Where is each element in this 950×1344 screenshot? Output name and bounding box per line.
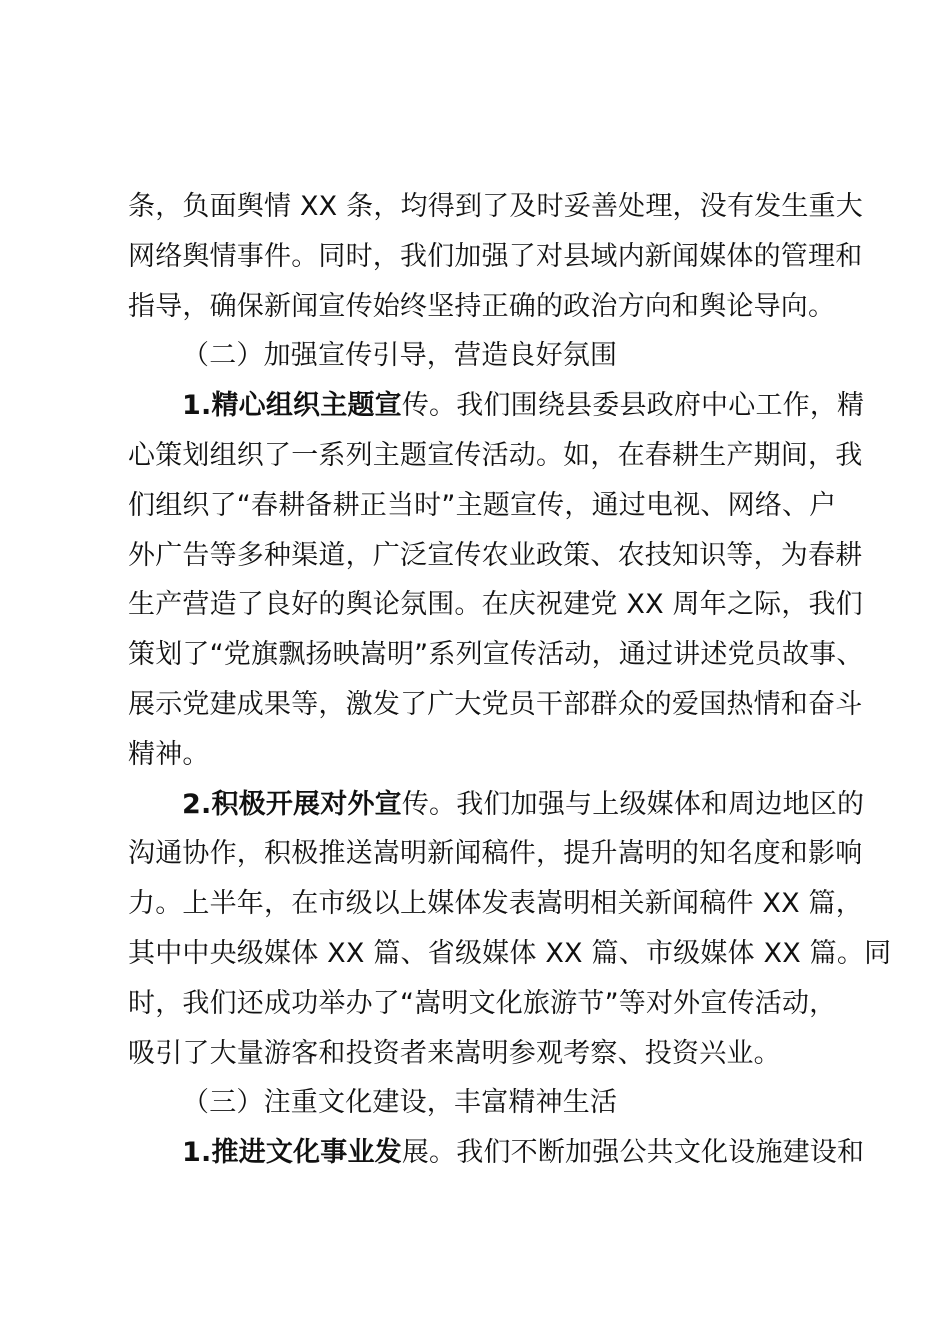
paragraph-line: 心策划组织了一系列主题宣传活动。如，在春耕生产期间，我 <box>128 439 863 471</box>
paragraph-line: 外广告等多种渠道，广泛宣传农业政策、农技知识等，为春耕 <box>128 539 863 571</box>
paragraph-line <box>128 381 865 431</box>
paragraph-line: 展示党建成果等，激发了广大党员干部群众的爱国热情和奋斗 <box>128 688 863 720</box>
paragraph-line: 网络舆情事件。同时，我们加强了对县域内新闻媒体的管理和 <box>128 240 863 272</box>
paragraph-line <box>128 1128 865 1178</box>
paragraph-text: 展。我们不断加强公共文化设施建设和 <box>401 1137 865 1169</box>
paragraph-line: 精神。 <box>128 738 210 770</box>
item-heading: 2.积极开展对外宣 <box>182 788 402 820</box>
paragraph-line: 沟通协作，积极推送嵩明新闻稿件，提升嵩明的知名度和影响 <box>128 838 863 870</box>
section-heading: （三）注重文化建设，丰富精神生活 <box>182 1087 618 1119</box>
document-body <box>128 182 892 1178</box>
item-heading: 1.精心组织主题宣 <box>182 390 402 422</box>
paragraph-line: 时，我们还成功举办了“嵩明文化旅游节”等对外宣传活动， <box>128 987 837 1019</box>
paragraph-line: 生产营造了良好的舆论氛围。在庆祝建党 XX 周年之际，我们 <box>128 589 863 621</box>
paragraph-line: 策划了“党旗飘扬映嵩明”系列宣传活动，通过讲述党员故事、 <box>128 639 864 671</box>
paragraph-line: 条，负面舆情 XX 条，均得到了及时妥善处理，没有发生重大 <box>128 191 863 222</box>
section-heading: （二）加强宣传引导，营造良好氛围 <box>182 340 618 372</box>
paragraph-line: 力。上半年，在市级以上媒体发表嵩明相关新闻稿件 XX 篇， <box>128 888 863 920</box>
paragraph-line: 吸引了大量游客和投资者来嵩明参观考察、投资兴业。 <box>128 1037 781 1069</box>
paragraph-line: 其中中央级媒体 XX 篇、省级媒体 XX 篇、市级媒体 XX 篇。同 <box>128 937 892 969</box>
paragraph-line: 指导，确保新闻宣传始终坚持正确的政治方向和舆论导向。 <box>128 290 836 322</box>
paragraph-line <box>128 780 865 830</box>
paragraph-text: 传。我们加强与上级媒体和周边地区的 <box>401 788 865 820</box>
paragraph-text: 传。我们围绕县委县政府中心工作，精 <box>401 390 865 422</box>
paragraph-line: 们组织了“春耕备耕正当时”主题宣传，通过电视、网络、户 <box>128 489 837 521</box>
item-heading: 1.推进文化事业发 <box>182 1137 402 1169</box>
